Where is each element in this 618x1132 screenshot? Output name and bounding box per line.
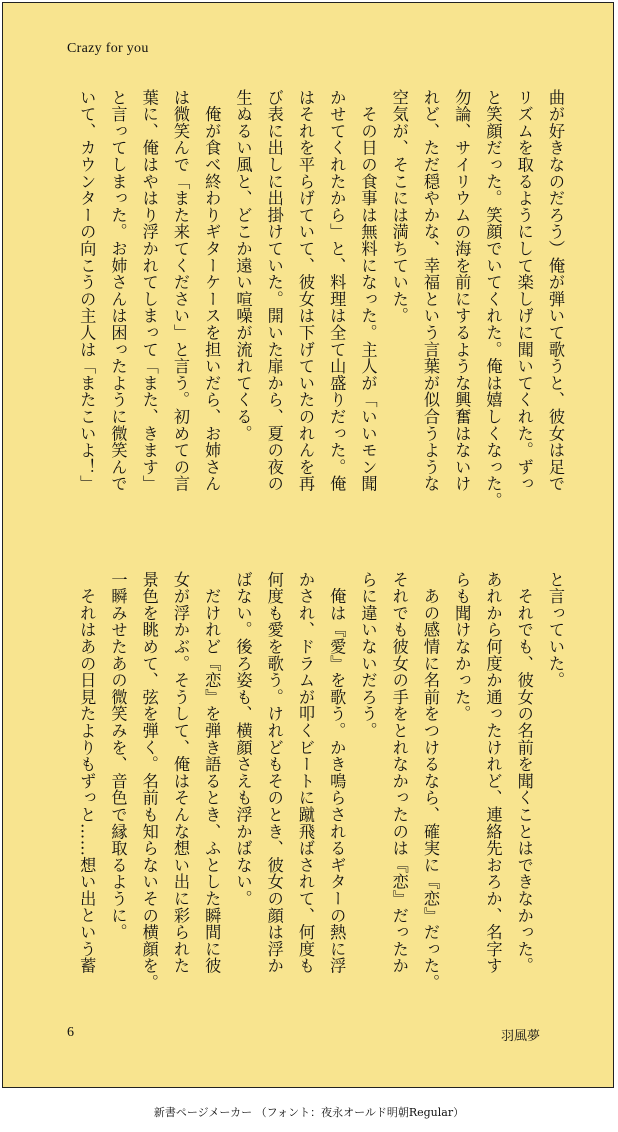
text-column: 俺が食べ終わりギターケースを担いだら、お姉さん [202,89,222,493]
book-page [2,2,614,1088]
text-column: 何度も愛を歌う。けれどもそのとき、彼女の顔は浮か [264,571,284,975]
text-column: はそれを平らげていて、彼女は下げていたのれんを再 [296,89,315,493]
text-column: 生ぬるい風と、どこか遠い喧噪が流れてくる。 [233,89,253,442]
text-column: かせてくれたから」と、料理は全て山盛りだった。俺 [327,89,347,493]
text-column: かされ、ドラムが叩くビートに蹴飛ばされて、何度も [296,571,315,975]
running-header-title: Crazy for you [67,41,149,56]
upper-text-block [63,89,563,519]
text-column: と言っていた。 [546,571,565,689]
text-column: それはあの日見たよりもずっと……想い出という蓄 [77,571,97,975]
text-column: リズムを取るようにして楽しげに聞いてくれた。ずっ [514,89,534,493]
lower-text-block [63,571,563,1001]
text-column: 勿論、サイリウムの海を前にするような興奮はないけ [452,89,472,493]
text-column: 一瞬みせたあの微笑みを、音色で縁取るように。 [108,571,128,941]
text-column: と言ってしまった。お姉さんは困ったように微笑んで [108,89,128,493]
text-column: 曲が好きなのだろう）俺が弾いて歌うと、彼女は足で [546,89,565,493]
text-column: は微笑んで「また来てください」と言う。初めての言 [171,89,190,493]
text-column: 景色を眺めて、弦を弾く。名前も知らないその横顔を。 [139,571,159,991]
text-column: 女が浮かぶ。そうして、俺はそんな想い出に彩られた [171,571,190,975]
page-number: 6 [67,1025,74,1040]
generator-caption: 新書ページメーカー （フォント：夜永オールド明朝Regular） [153,1106,465,1119]
text-column: だけれど『恋』を弾き語るとき、ふとした瞬間に彼 [202,571,222,975]
text-column: 俺は『愛』を歌う。かき鳴らされるギターの熱に浮 [327,571,347,975]
text-column: 葉に、俺はやはり浮かれてしまって「また、きます」 [139,89,159,493]
text-column: ばない。後ろ姿も、横顔さえも浮かばない。 [233,571,253,907]
text-column: れど、ただ穏やかな、幸福という言葉が似合うような [421,89,440,493]
text-column: その日の食事は無料になった。主人が「いいモン聞 [358,89,378,493]
text-column: あの感情に名前をつけるなら、確実に『恋』だった。 [421,571,440,991]
text-column: と笑顔だった。笑顔でいてくれた。俺は嬉しくなった。 [483,89,503,509]
text-column: らも聞けなかった。 [452,571,472,723]
text-column: それでも彼女の手をとれなかったのは『恋』だったか [389,571,409,975]
text-column: び表に出しに出掛けていた。開いた扉から、夏の夜の [264,89,284,493]
text-column: らに違いないだろう。 [358,571,378,739]
text-column: いて、カウンターの向こうの主人は「またこいよ！」 [77,89,97,493]
text-column: それでも、彼女の名前を聞くことはできなかった。 [514,571,534,975]
author-name: 羽風夢 [501,1029,541,1044]
text-column: 空気が、そこには満ちていた。 [389,89,409,325]
text-column: あれから何度か通ったけれど、連絡先おろか、名字す [483,571,503,975]
